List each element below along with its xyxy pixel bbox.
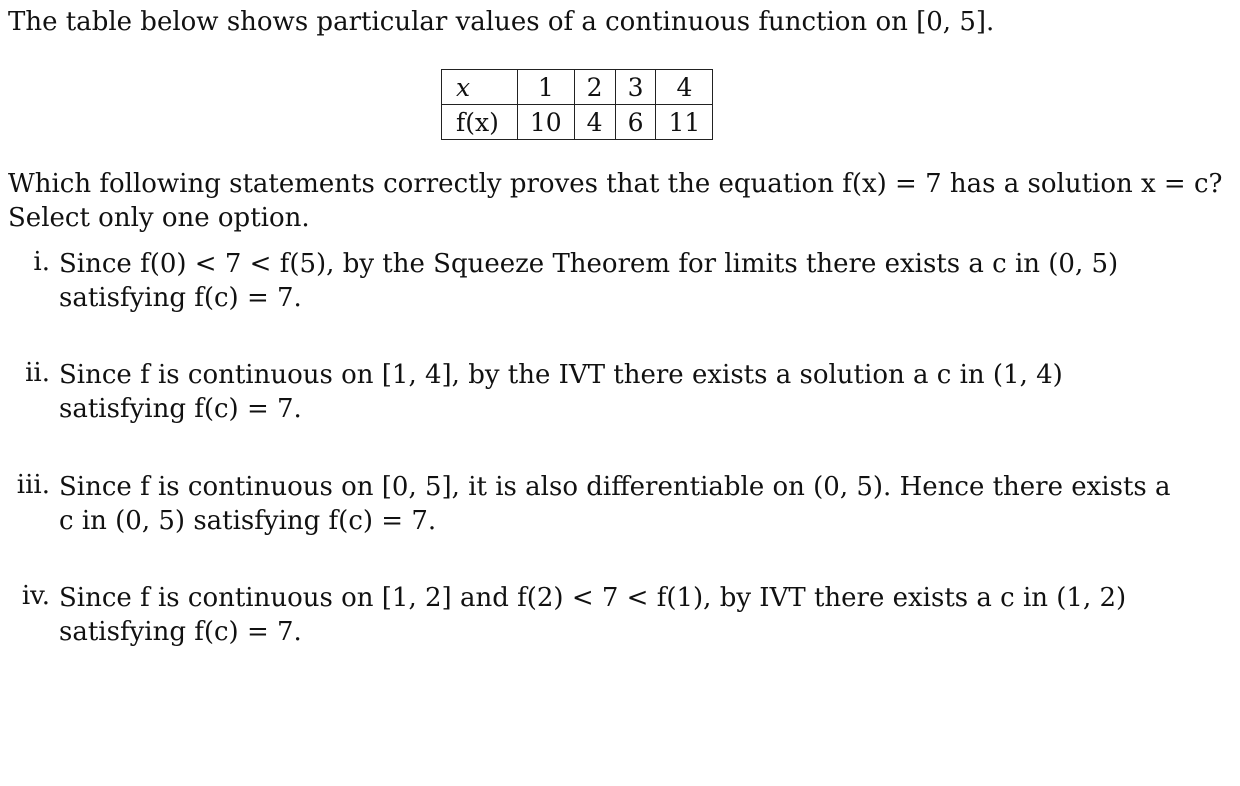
table-cell-fx-2: 4 — [574, 105, 615, 140]
option-ii-text[interactable]: Since f is continuous on [1, 4], by the IVT there exists a solution a c in (1, 4) satisfying f(c) = 7. — [59, 360, 1063, 424]
intro-text: The table below shows particular values of a continuous function on [0, 5]. — [8, 7, 995, 37]
table-cell-x-4: 4 — [656, 70, 713, 105]
table-header-fx: f(x) — [442, 105, 518, 140]
table-header-x: x — [442, 70, 518, 105]
table-cell-x-3: 3 — [615, 70, 656, 105]
table-cell-fx-4: 11 — [656, 105, 713, 140]
option-marker-iii: iii. — [16, 470, 50, 500]
option-marker-i: i. — [33, 247, 50, 277]
question-text: Which following statements correctly proves that the equation f(x) = 7 has a solution x = c? — [8, 169, 1223, 199]
table-cell-x-2: 2 — [574, 70, 615, 105]
option-iv-text[interactable]: Since f is continuous on [1, 2] and f(2) < 7 < f(1), by IVT there exists a c in (1, 2) satisfying f(c) = 7. — [59, 583, 1127, 647]
instruction-text: Select only one option. — [8, 203, 310, 233]
table-row-x — [442, 70, 713, 105]
option-i-text[interactable]: Since f(0) < 7 < f(5), by the Squeeze Theorem for limits there exists a c in (0, 5) satisfying f(c) = 7. — [59, 249, 1119, 313]
option-marker-iv: iv. — [21, 581, 50, 611]
option-iii-text[interactable]: Since f is continuous on [0, 5], it is also differentiable on (0, 5). Hence there exists a c in (0, 5) satisfying f(c) = 7. — [59, 472, 1171, 536]
table-cell-fx-1: 10 — [517, 105, 574, 140]
values-table — [441, 69, 713, 140]
option-marker-ii: ii. — [25, 358, 50, 388]
table-row-fx — [442, 105, 713, 140]
table-cell-fx-3: 6 — [615, 105, 656, 140]
table-cell-x-1: 1 — [517, 70, 574, 105]
